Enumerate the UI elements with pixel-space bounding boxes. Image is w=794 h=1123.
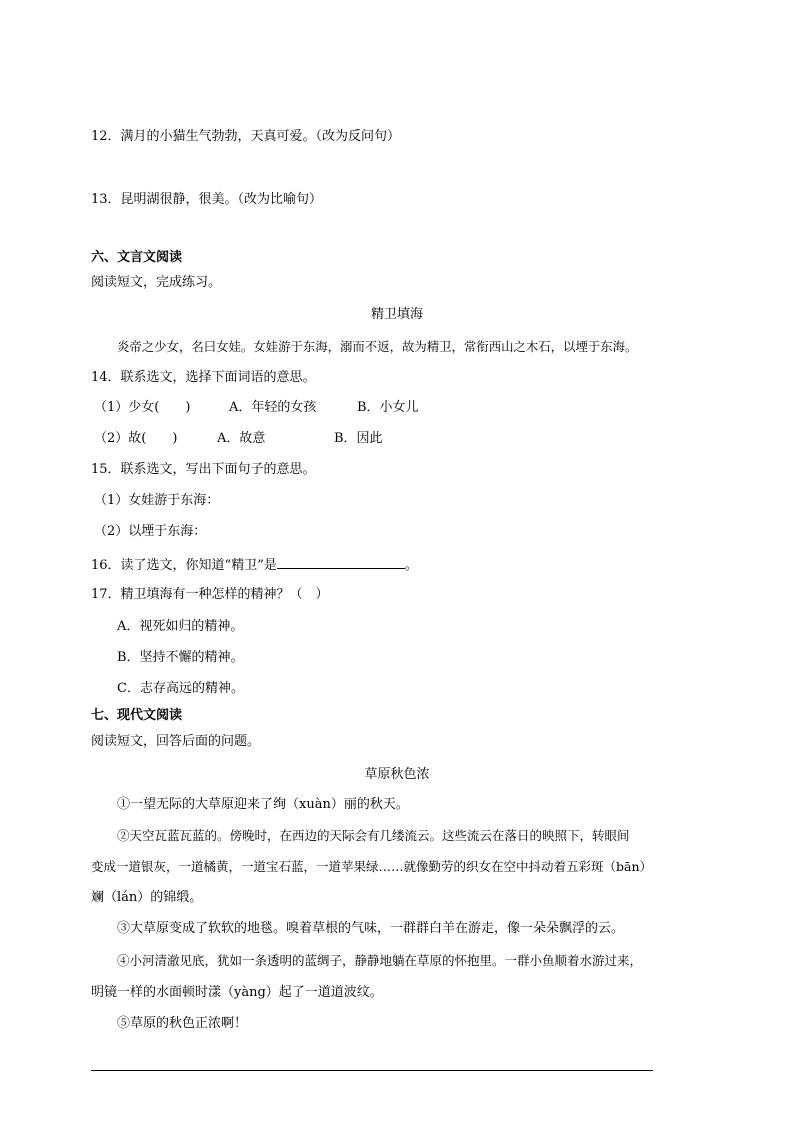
paragraph-5: ⑤草原的秋色正浓啊！ — [117, 1016, 248, 1031]
question-16 — [91, 555, 418, 575]
item-label: （2）故( ) — [94, 431, 178, 446]
question-14-item-2 — [94, 430, 383, 448]
question-17: 17．精卫填海有一种怎样的精神？（ ） — [91, 587, 329, 602]
option-b: B．小女儿 — [357, 400, 419, 415]
question-15-item-2: （2）以堙于东海： — [94, 524, 207, 539]
question-17-option-b: B．坚持不懈的精神。 — [117, 650, 244, 665]
section-7-instruction: 阅读短文，回答后面的问题。 — [91, 734, 261, 749]
question-text: 满月的小猫生气勃勃，天真可爱。（改为反问句） — [120, 129, 401, 144]
passage-title-caoyuan: 草原秋色浓 — [364, 767, 430, 782]
section-6-instruction: 阅读短文，完成练习。 — [91, 275, 222, 290]
paragraph-1: ①一望无际的大草原迎来了绚（xuàn）丽的秋天。 — [117, 797, 409, 812]
section-6-heading: 六、文言文阅读 — [91, 250, 183, 265]
question-14-item-1 — [94, 399, 419, 417]
question-12 — [91, 128, 400, 146]
paragraph-2-line-1: ②天空瓦蓝瓦蓝的。傍晚时，在西边的天际会有几缕流云。这些流云在落日的映照下，转眼间 — [117, 828, 630, 843]
option-b: B．因此 — [334, 431, 383, 446]
question-13 — [91, 191, 322, 209]
section-7-heading: 七、现代文阅读 — [91, 708, 183, 723]
answer-blank[interactable] — [277, 555, 405, 569]
question-text: 16．读了选文，你知道“精卫”是 — [91, 558, 277, 573]
passage-title-jingwei: 精卫填海 — [370, 307, 423, 322]
question-17-option-a: A．视死如归的精神。 — [117, 619, 244, 634]
paragraph-4-line-2: 明镜一样的水面顿时漾（yàng）起了一道道波纹。 — [91, 985, 383, 1000]
question-number: 13． — [91, 192, 121, 207]
question-number: 12． — [91, 129, 121, 144]
question-15: 15．联系选文，写出下面句子的意思。 — [91, 462, 316, 477]
item-label: （1）少女( ) — [94, 400, 191, 415]
paragraph-4-line-1: ④小河清澈见底，犹如一条透明的蓝绸子，静静地躺在草原的怀抱里。一群小鱼顺着水游过来， — [117, 953, 643, 968]
footer-divider — [91, 1070, 653, 1071]
option-a: A．故意 — [217, 431, 266, 446]
question-end: 。 — [404, 558, 418, 573]
question-17-option-c: C．志存高远的精神。 — [117, 681, 244, 696]
question-text: 昆明湖很静，很美。（改为比喻句） — [120, 192, 323, 207]
paragraph-2-line-2: 变成一道银灰，一道橘黄，一道宝石蓝，一道苹果绿……就像勤劳的织女在空中抖动着五彩斑（bān） — [91, 859, 653, 874]
option-a: A．年轻的女孩 — [229, 400, 317, 415]
paragraph-3: ③大草原变成了软软的地毯。嗅着草根的气味，一群群白羊在游走，像一朵朵飘浮的云。 — [117, 921, 625, 936]
question-14: 14．联系选文，选择下面词语的意思。 — [91, 370, 316, 385]
paragraph-2-line-3: 斓（lán）的锦缎。 — [91, 890, 203, 905]
classical-passage: 炎帝之少女，名曰女娃。女娃游于东海，溺而不返，故为精卫，常衔西山之木石，以堙于东海。 — [117, 339, 638, 354]
question-15-item-1: （1）女娃游于东海： — [94, 493, 220, 508]
